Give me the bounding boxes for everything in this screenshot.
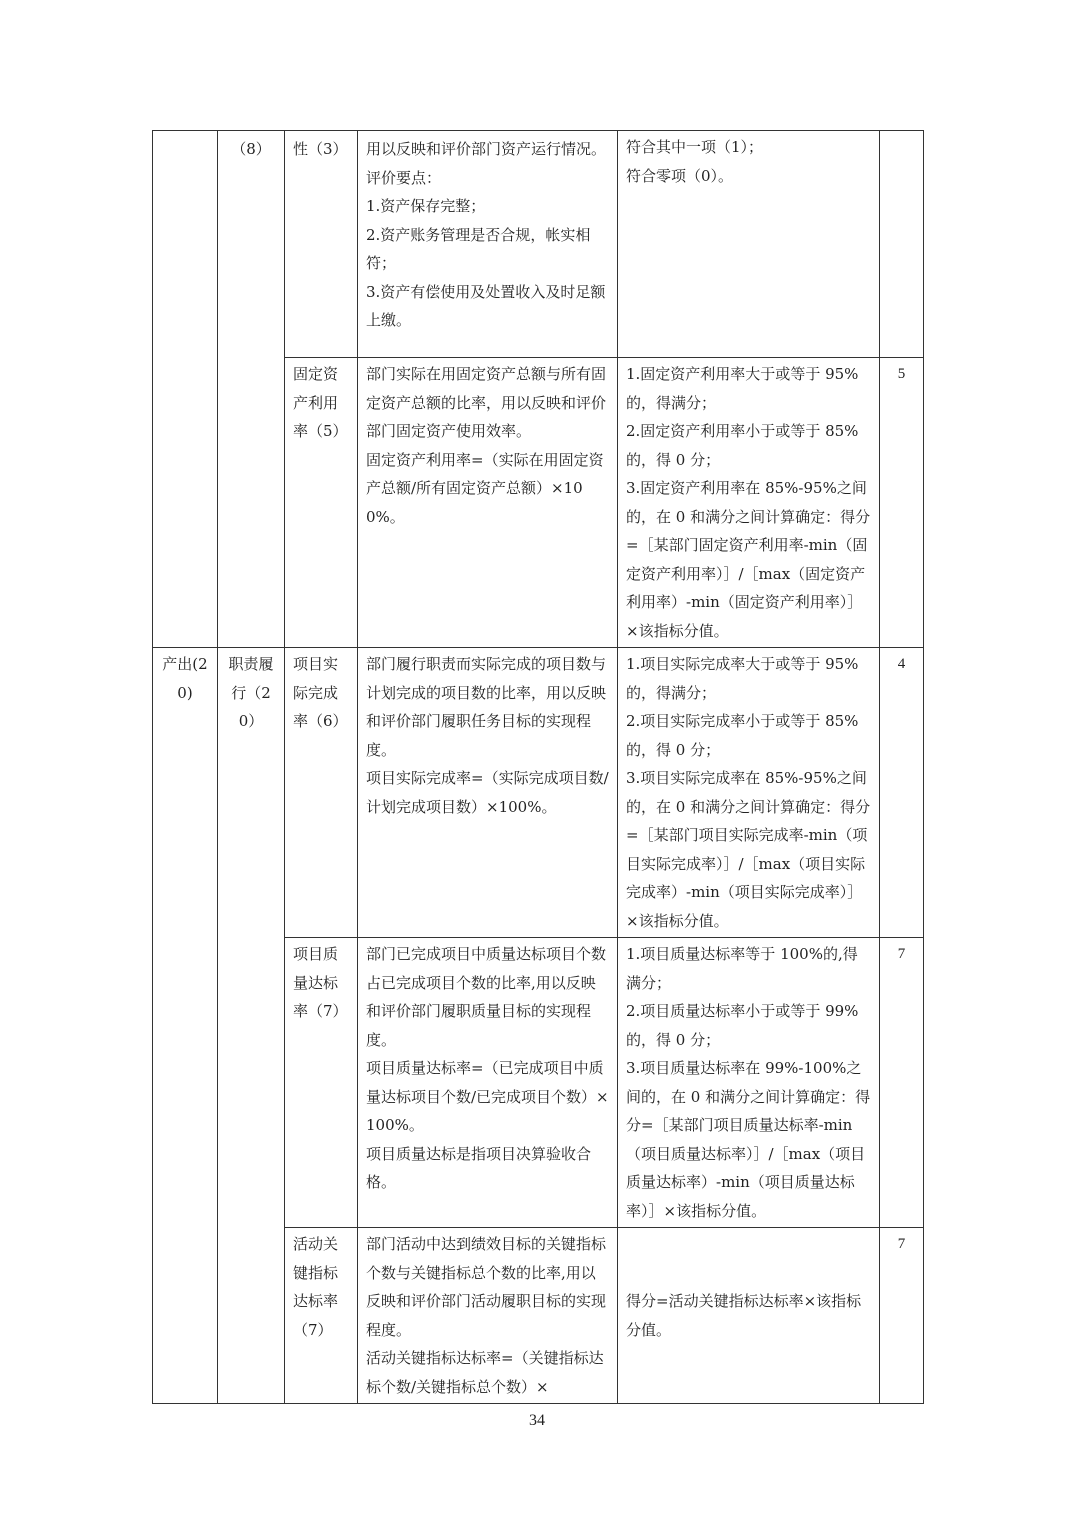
score-cell: [880, 131, 924, 358]
definition-cell: 部门已完成项目中质量达标项目个数占已完成项目个数的比率,用以反映和评价部门履职质量目标的实现程度。 项目质量达标率=（已完成项目中质量达标项目个数/已完成项目个数）×100%。 项目质量达标是指项目决算验收合格。: [358, 938, 618, 1228]
score-cell: 7: [880, 938, 924, 1228]
criteria-cell: 得分=活动关键指标达标率×该指标分值。: [618, 1228, 880, 1404]
indicator-cell: 性（3）: [285, 131, 358, 358]
table-row: [153, 648, 924, 938]
definition-cell: 用以反映和评价部门资产运行情况。 评价要点： 1.资产保存完整； 2.资产账务管理是否合规，帐实相符； 3.资产有偿使用及处置收入及时足额上缴。: [358, 131, 618, 358]
definition-cell: 部门活动中达到绩效目标的关键指标个数与关键指标总个数的比率,用以反映和评价部门活动履职目标的实现程度。 活动关键指标达标率=（关键指标达标个数/关键指标总个数）×: [358, 1228, 618, 1404]
level1-cell: [153, 131, 218, 648]
evaluation-table: [152, 130, 924, 1404]
level2-cell: （8）: [218, 131, 285, 648]
score-cell: 4: [880, 648, 924, 938]
definition-cell: 部门履行职责而实际完成的项目数与计划完成的项目数的比率，用以反映和评价部门履职任务目标的实现程度。 项目实际完成率=（实际完成项目数/计划完成项目数）×100%。: [358, 648, 618, 938]
table-row: [153, 131, 924, 358]
criteria-cell: 符合其中一项（1）； 符合零项（0）。: [618, 131, 880, 358]
score-cell: 5: [880, 358, 924, 648]
indicator-cell: 固定资产利用率（5）: [285, 358, 358, 648]
criteria-cell: 1.项目实际完成率大于或等于 95%的，得满分； 2.项目实际完成率小于或等于 85%的，得 0 分； 3.项目实际完成率在 85%-95%之间的，在 0 和满分之间计算确定：得分=［某部门项目实际完成率-min（项目实际完成率）］/［max（项目实际完成率）-min（项目实际完成率）］×该指标分值。: [618, 648, 880, 938]
indicator-cell: 项目质量达标率（7）: [285, 938, 358, 1228]
indicator-cell: 活动关键指标达标率（7）: [285, 1228, 358, 1404]
level1-cell: 产出(20): [153, 648, 218, 1404]
indicator-cell: 项目实际完成率（6）: [285, 648, 358, 938]
level2-cell: 职责履行（20）: [218, 648, 285, 1404]
criteria-cell: 1.固定资产利用率大于或等于 95%的，得满分； 2.固定资产利用率小于或等于 85%的，得 0 分； 3.固定资产利用率在 85%-95%之间的，在 0 和满分之间计算确定：得分=［某部门固定资产利用率-min（固定资产利用率）］/［max（固定资产利用率）-min（固定资产利用率）］×该指标分值。: [618, 358, 880, 648]
score-cell: 7: [880, 1228, 924, 1404]
criteria-cell: 1.项目质量达标率等于 100%的,得满分； 2.项目质量达标率小于或等于 99%的，得 0 分； 3.项目质量达标率在 99%-100%之间的，在 0 和满分之间计算确定：得分=［某部门项目质量达标率-min（项目质量达标率）］/［max（项目质量达标率）-min（项目质量达标率）］×该指标分值。: [618, 938, 880, 1228]
page-number: 34: [529, 1412, 545, 1429]
definition-cell: 部门实际在用固定资产总额与所有固定资产总额的比率，用以反映和评价部门固定资产使用效率。 固定资产利用率=（实际在用固定资产总额/所有固定资产总额）×100%。: [358, 358, 618, 648]
